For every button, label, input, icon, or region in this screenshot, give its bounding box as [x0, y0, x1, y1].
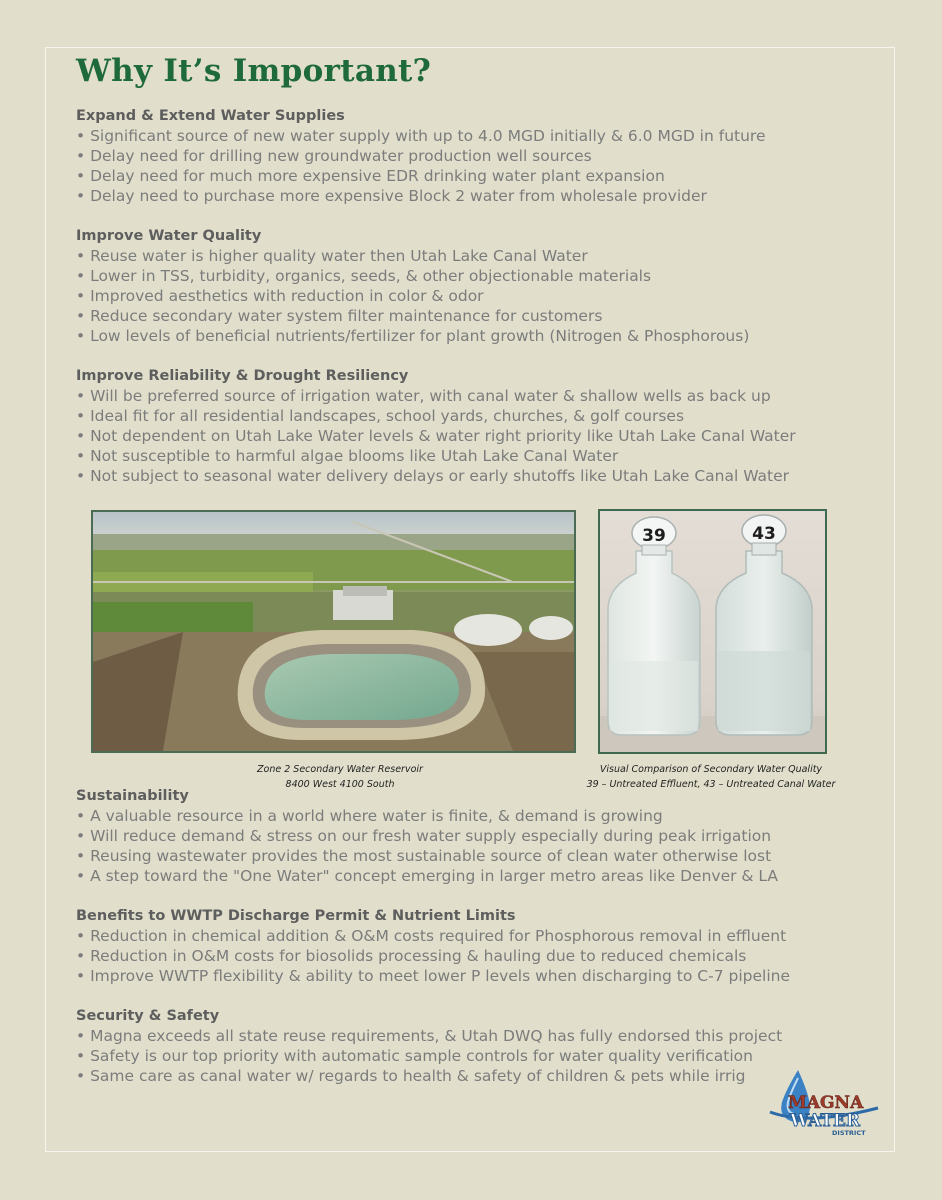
- bullet-list: [76, 386, 866, 486]
- section-security-safety: [76, 1006, 866, 1086]
- section-heading: Expand & Extend Water Supplies: [76, 108, 345, 124]
- logo-word-district: DISTRICT: [832, 1129, 866, 1137]
- bullet-item: • Safety is our top priority with automatic sample controls for water quality verification: [76, 1046, 866, 1066]
- bullet-list: [76, 126, 866, 206]
- bullet-item: • A valuable resource in a world where water is finite, & demand is growing: [76, 806, 866, 826]
- bullet-item: • Lower in TSS, turbidity, organics, seeds, & other objectionable materials: [76, 266, 866, 286]
- bullet-item: • Will reduce demand & stress on our fresh water supply especially during peak irrigation: [76, 826, 866, 846]
- section-heading: Improve Reliability & Drought Resiliency: [76, 368, 409, 384]
- bullet-item: • Reduction in O&M costs for biosolids processing & hauling due to reduced chemicals: [76, 946, 866, 966]
- bullet-item: • Will be preferred source of irrigation water, with canal water & shallow wells as back up: [76, 386, 866, 406]
- bottles-illustration: [600, 511, 825, 752]
- bullet-item: • Reusing wastewater provides the most sustainable source of clean water otherwise lost: [76, 846, 866, 866]
- bottles-photo: [598, 509, 827, 754]
- bullet-item: • Magna exceeds all state reuse requirements, & Utah DWQ has fully endorsed this project: [76, 1026, 866, 1046]
- caption-line: Zone 2 Secondary Water Reservoir: [257, 764, 423, 775]
- section-heading: Improve Water Quality: [76, 228, 262, 244]
- section-expand-supplies: [76, 106, 866, 206]
- reservoir-photo: [91, 510, 576, 753]
- bullet-list: [76, 246, 866, 346]
- bullet-item: • Reduce secondary water system filter maintenance for customers: [76, 306, 866, 326]
- bullet-item: • Significant source of new water supply with up to 4.0 MGD initially & 6.0 MGD in future: [76, 126, 866, 146]
- bullet-item: • Low levels of beneficial nutrients/fertilizer for plant growth (Nitrogen & Phosphorous): [76, 326, 866, 346]
- bullet-item: • Improve WWTP flexibility & ability to meet lower P levels when discharging to C-7 pipeline: [76, 966, 866, 986]
- bullet-item: • Delay need for much more expensive EDR drinking water plant expansion: [76, 166, 866, 186]
- page-title: Why It’s Important?: [76, 53, 432, 89]
- reservoir-illustration: [93, 512, 574, 751]
- bullet-item: • Delay need for drilling new groundwater production well sources: [76, 146, 866, 166]
- bottle-label-right: 43: [752, 524, 776, 544]
- logo-word-water: WATER: [790, 1111, 861, 1131]
- section-sustainability: [76, 786, 866, 886]
- section-wwtp-benefits: [76, 906, 866, 986]
- bottle-label-left: 39: [642, 526, 666, 546]
- bullet-list: [76, 806, 866, 886]
- bullet-list: [76, 926, 866, 986]
- bullet-list: [76, 1026, 866, 1086]
- bullet-item: • Ideal fit for all residential landscapes, school yards, churches, & golf courses: [76, 406, 866, 426]
- bullet-item: • Reduction in chemical addition & O&M costs required for Phosphorous removal in effluent: [76, 926, 866, 946]
- bullet-item: • Improved aesthetics with reduction in color & odor: [76, 286, 866, 306]
- section-reliability: [76, 366, 866, 486]
- bullet-item: • Not subject to seasonal water delivery delays or early shutoffs like Utah Lake Canal Water: [76, 466, 866, 486]
- caption-line: 39 – Untreated Effluent, 43 – Untreated Canal Water: [586, 779, 836, 790]
- section-heading: Sustainability: [76, 788, 189, 804]
- logo-word-magna: MAGNA: [788, 1093, 864, 1113]
- magna-water-logo: [768, 1068, 880, 1138]
- bullet-item: • Same care as canal water w/ regards to health & safety of children & pets while irrig: [76, 1066, 769, 1086]
- bullet-item: • A step toward the "One Water" concept emerging in larger metro areas like Denver & LA: [76, 866, 866, 886]
- section-heading: Security & Safety: [76, 1008, 220, 1024]
- caption-line: Visual Comparison of Secondary Water Quality: [599, 764, 823, 775]
- section-heading: Benefits to WWTP Discharge Permit & Nutrient Limits: [76, 908, 516, 924]
- section-water-quality: [76, 226, 866, 346]
- bullet-item: • Delay need to purchase more expensive Block 2 water from wholesale provider: [76, 186, 866, 206]
- bullet-item: • Not susceptible to harmful algae blooms like Utah Lake Canal Water: [76, 446, 866, 466]
- bullet-item: • Not dependent on Utah Lake Water levels & water right priority like Utah Lake Canal Water: [76, 426, 866, 446]
- caption-line: 8400 West 4100 South: [285, 779, 395, 790]
- water-drop-icon: [768, 1068, 880, 1138]
- bullet-item: • Reuse water is higher quality water then Utah Lake Canal Water: [76, 246, 866, 266]
